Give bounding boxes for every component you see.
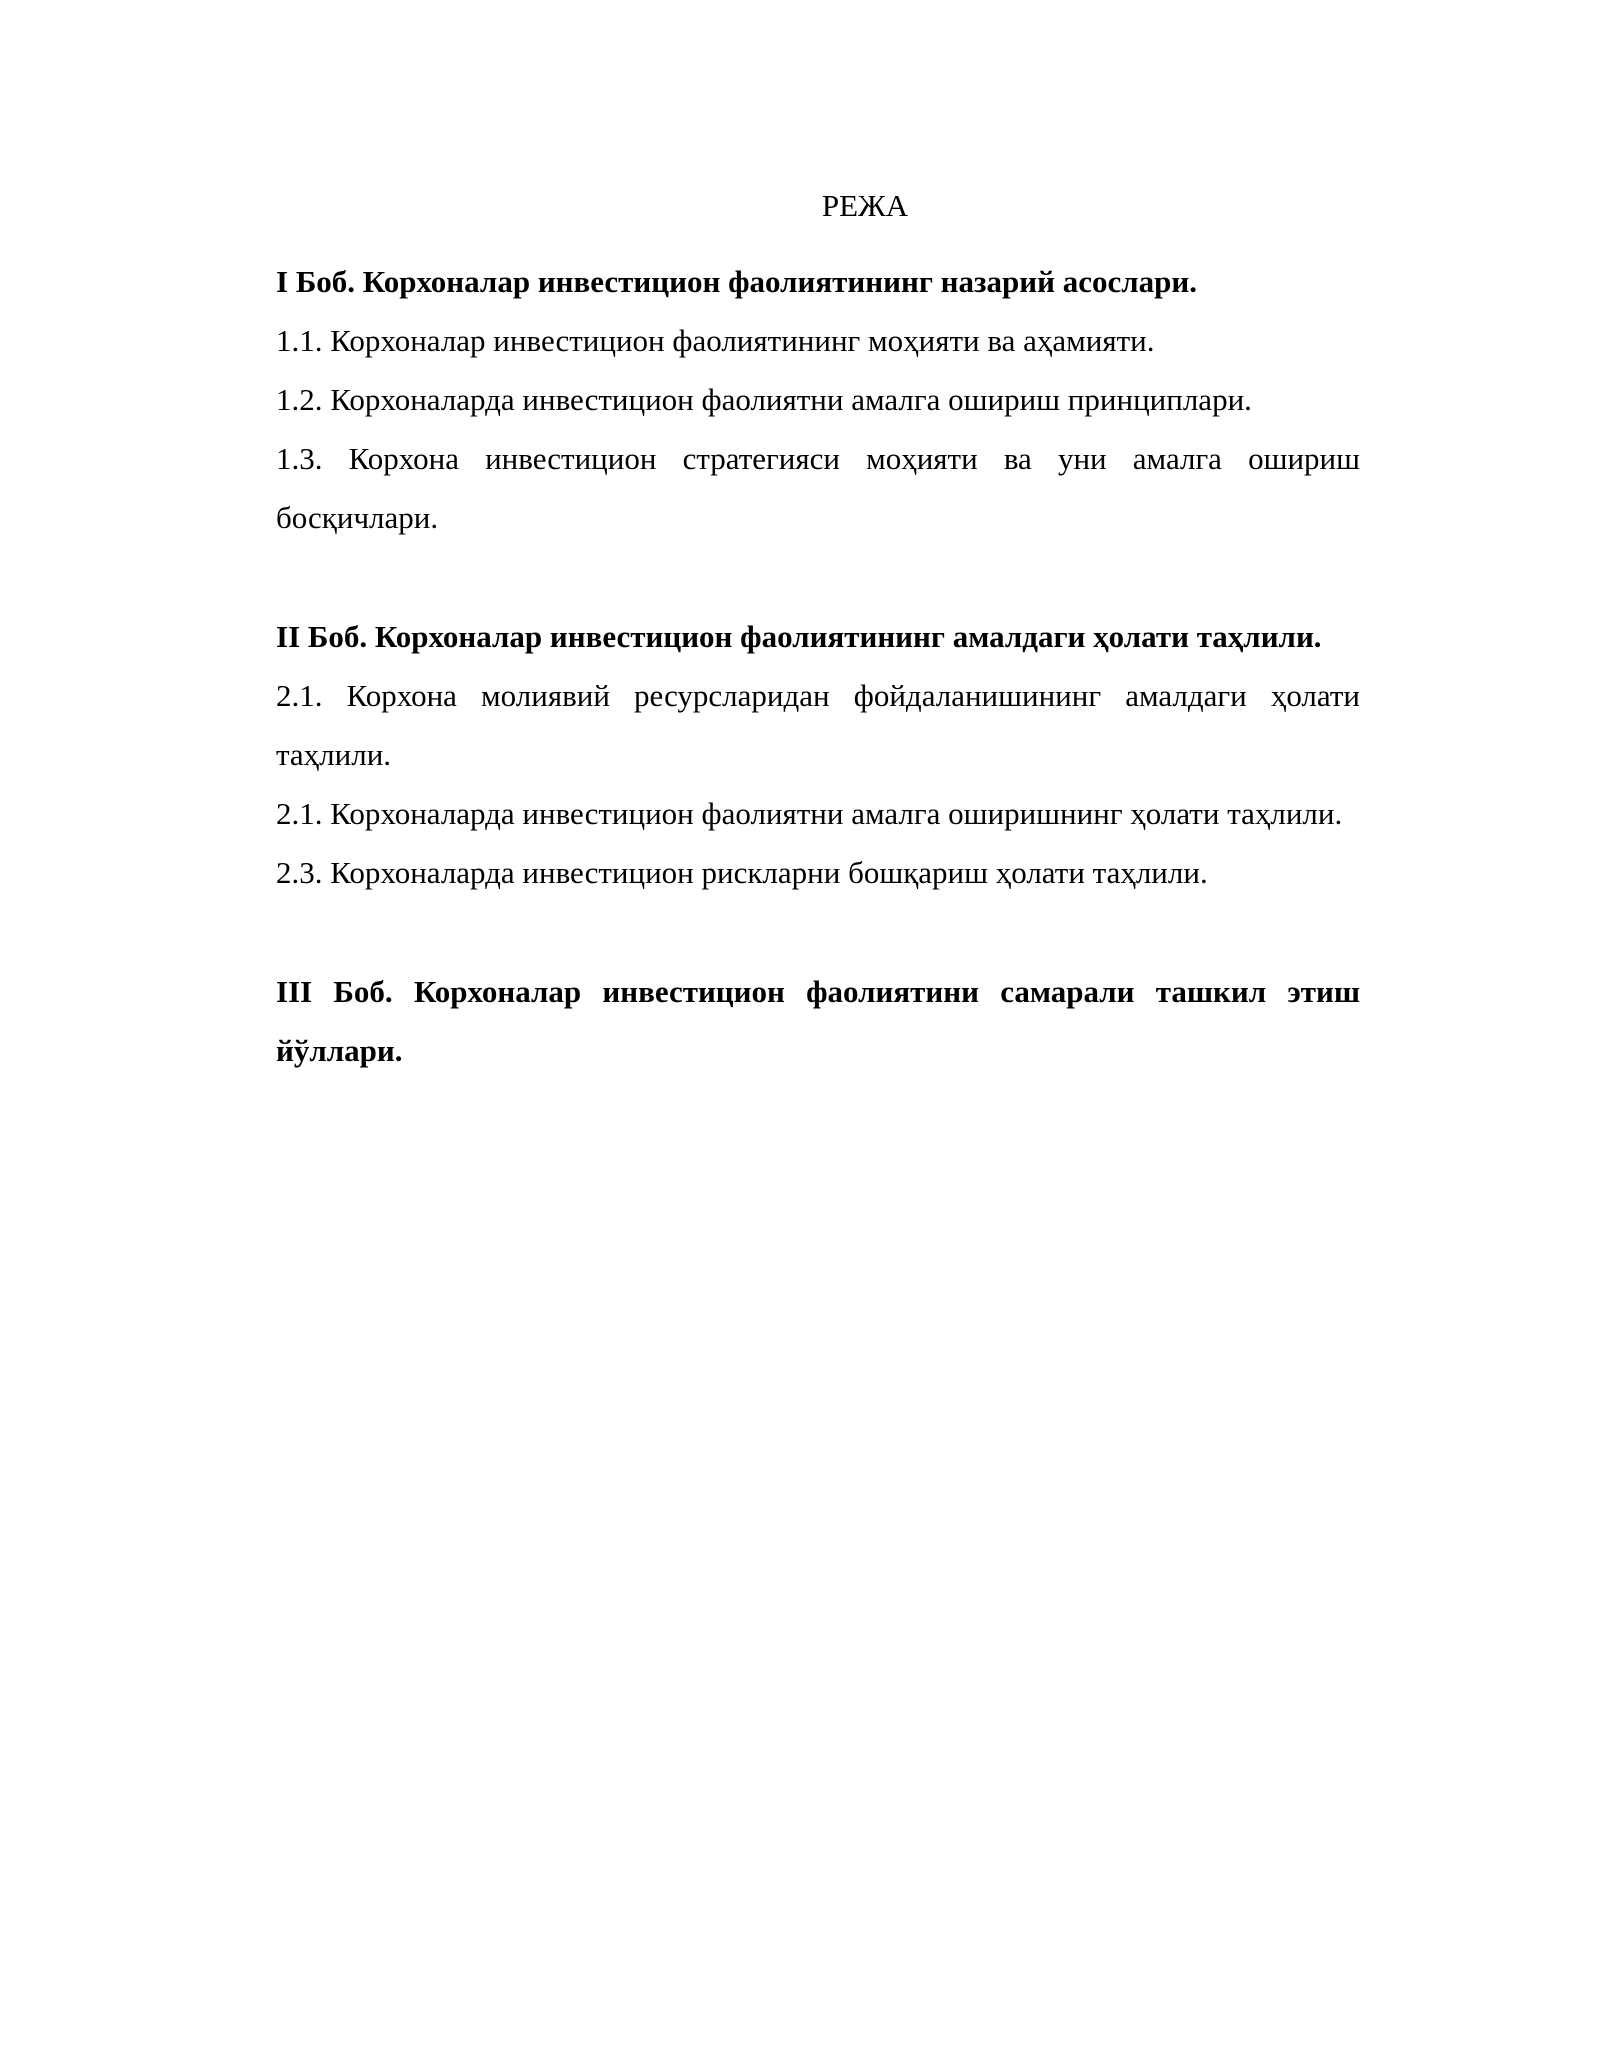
chapter-spacer: [276, 902, 1360, 962]
section-1-2: 1.2. Корхоналарда инвестицион фаолиятни амалга ошириш принциплари.: [276, 382, 1252, 417]
chapter-2-heading: II Боб. Корхоналар инвестицион фаолиятининг амалдаги ҳолати таҳлили.: [276, 619, 1322, 654]
section-2-3: 2.3. Корхоналарда инвестицион рискларни бошқариш ҳолати таҳлили.: [276, 855, 1208, 890]
section-1-3: 1.3. Корхона инвестицион стратегияси моҳияти ва уни амалга ошириш босқичлари.: [276, 441, 1360, 535]
section-2-2: 2.1. Корхоналарда инвестицион фаолиятни амалга оширишнинг ҳолати таҳлили.: [276, 796, 1343, 831]
section-2-1: 2.1. Корхона молиявий ресурсларидан фойдаланишининг амалдаги ҳолати таҳлили.: [276, 678, 1360, 772]
section-1-1: 1.1. Корхоналар инвестицион фаолиятининг моҳияти ва аҳамияти.: [276, 323, 1155, 358]
page-title: РЕЖА: [821, 188, 909, 223]
chapter-spacer: [276, 547, 1360, 607]
document-body: [276, 170, 1360, 1080]
chapter-1-heading: I Боб. Корхоналар инвестицион фаолиятининг назарий асослари.: [276, 264, 1197, 299]
chapter-3-heading: III Боб. Корхоналар инвестицион фаолиятини самарали ташкил этиш йўллари.: [276, 974, 1360, 1068]
